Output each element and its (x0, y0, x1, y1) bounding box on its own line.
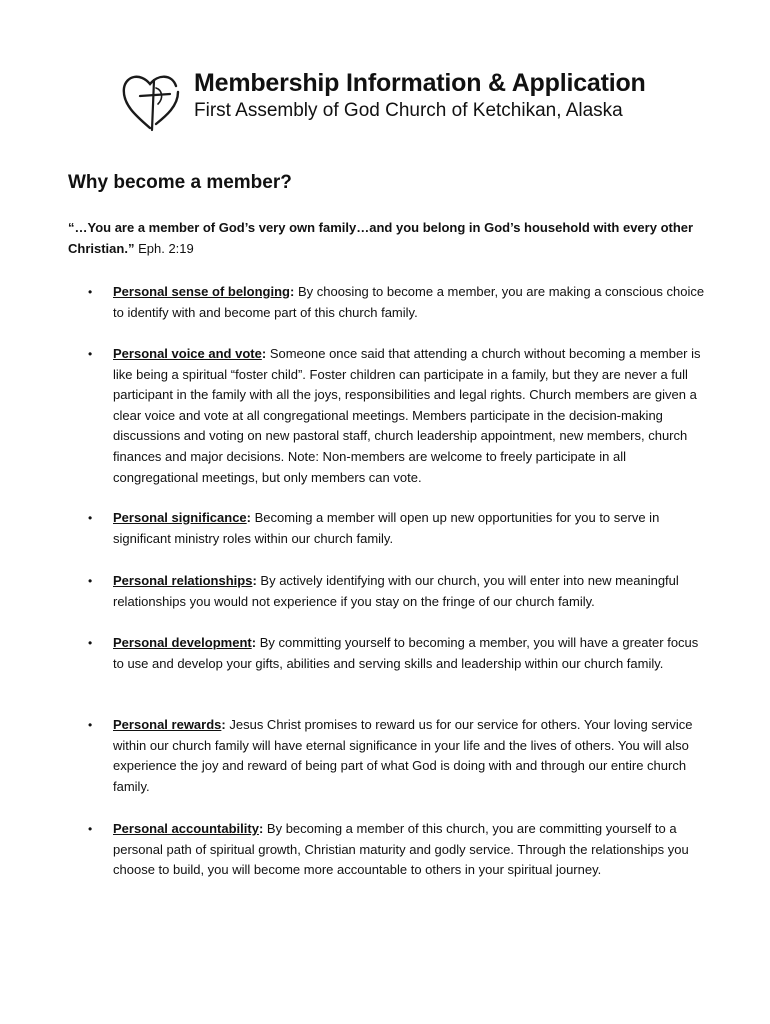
document-header (118, 66, 738, 136)
benefit-item-development (88, 633, 707, 674)
benefit-colon: : (252, 573, 257, 588)
benefit-colon: : (251, 635, 257, 650)
quote-reference: Eph. 2:19 (138, 240, 194, 256)
benefit-text: By committing yourself to becoming a member, you will have a greater focus to use and develop your gifts, abilities and serving skills and leadership within our church family. (113, 635, 699, 671)
bullet-icon: • (88, 574, 93, 588)
benefit-item-voice-and-vote (88, 344, 707, 488)
benefit-colon: : (261, 346, 267, 361)
benefit-item-accountability (88, 819, 707, 881)
heart-cross-logo-icon (118, 68, 184, 132)
document-title: Membership Information & Application (194, 69, 646, 97)
benefit-colon: : (246, 510, 252, 525)
benefit-item-significance (88, 508, 707, 549)
benefit-item-relationships (88, 571, 707, 612)
benefit-text: By actively identifying with our church, you will enter into new meaningful relationships you would not experience if you stay on the fringe of our church family. (113, 573, 679, 609)
quote-text: “…You are a member of God’s very own family…and you belong in God’s household with every other Christian.” (68, 220, 694, 256)
benefit-title: Personal development (113, 635, 252, 650)
benefit-title: Personal accountability (113, 821, 259, 836)
section-heading: Why become a member? (68, 172, 292, 193)
benefit-text: Becoming a member will open up new opportunities for you to serve in significant ministry roles within our church family. (113, 510, 660, 546)
bullet-icon: • (88, 285, 93, 299)
benefit-item-belonging (88, 282, 707, 323)
bullet-icon: • (88, 347, 93, 361)
bullet-icon: • (88, 718, 93, 732)
bullet-icon: • (88, 822, 93, 836)
benefit-colon: : (258, 821, 264, 836)
bullet-icon: • (88, 511, 93, 525)
benefit-item-rewards (88, 715, 707, 797)
bullet-icon: • (88, 636, 93, 650)
scripture-quote (68, 218, 708, 259)
benefit-text: By choosing to become a member, you are making a conscious choice to identify with and become part of this church family. (113, 284, 705, 320)
benefit-text: Jesus Christ promises to reward us for our service for others. Your loving service within our church family will have eternal significance in your life and the lives of others. You will also experience the joy and reward of being part of what God is doing with and through our entire church family. (113, 717, 693, 794)
benefit-title: Personal voice and vote (113, 346, 262, 361)
church-name-subtitle: First Assembly of God Church of Ketchikan, Alaska (194, 100, 623, 121)
benefit-text: By becoming a member of this church, you are committing yourself to a personal path of spiritual growth, Christian maturity and godly service. Through the relationships you choose to build, you will become more accountable to others in your spiritual journey. (113, 821, 689, 878)
benefit-title: Personal sense of belonging (113, 284, 290, 299)
benefit-colon: : (221, 717, 226, 732)
benefit-title: Personal rewards (113, 717, 222, 732)
benefit-title: Personal relationships (113, 573, 253, 588)
benefit-title: Personal significance (113, 510, 247, 525)
benefit-colon: : (289, 284, 295, 299)
benefit-text: Someone once said that attending a church without becoming a member is like being a spiritual “foster child”. Foster children can participate in a family, but they are never a full participant in the family with all the joys, responsibilities and legal rights. Church members are given a clear voice and vote at all congregational meetings. Members participate in the decision-making discussions and voting on new pastoral staff, church leadership appointment, new members, church finances and major decisions. Note: Non-members are welcome to freely participate in all congregational meetings, but only members can vote. (113, 346, 701, 485)
